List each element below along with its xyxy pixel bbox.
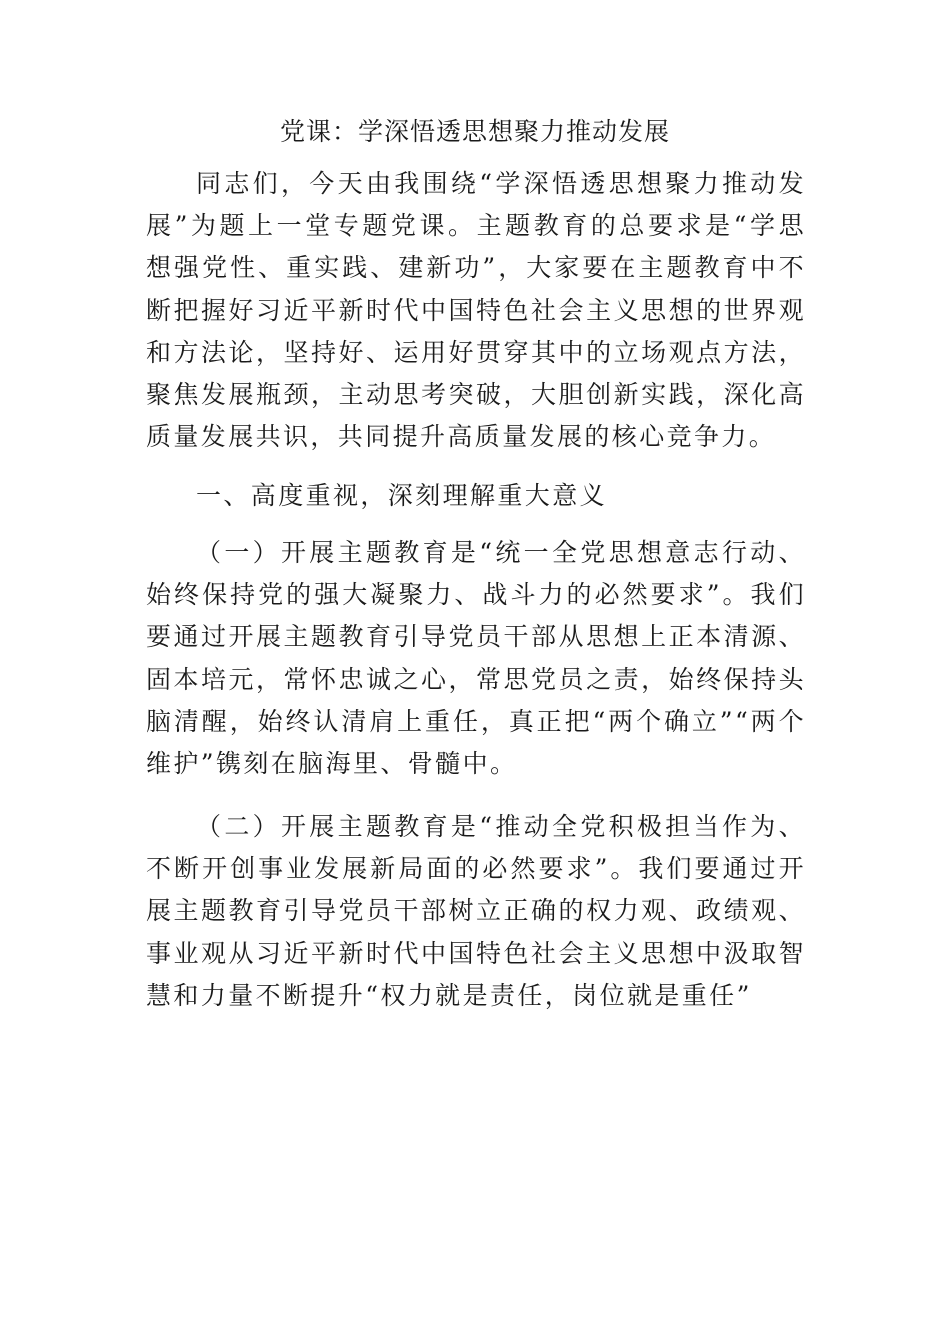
intro-paragraph: 同志们，今天由我围绕“学深悟透思想聚力推动发展”为题上一堂专题党课。主题教育的总要求是“学思想强党性、重实践、建新功”，大家要在主题教育中不断把握好习近平新时代中国特色社会主义思想的世界观和方法论，坚持好、运用好贯穿其中的立场观点方法，聚焦发展瓶颈，主动思考突破，大胆创新实践，深化高质量发展共识，共同提升高质量发展的核心竞争力。	[146, 169, 806, 452]
document-title: 党课：学深悟透思想聚力推动发展	[279, 117, 670, 146]
section-2-paragraph: （二）开展主题教育是“推动全党积极担当作为、不断开创事业发展新局面的必然要求”。我们要通过开展主题教育引导党员干部树立正确的权力观、政绩观、事业观从习近平新时代中国特色社会主义思想中汲取智慧和力量不断提升“权力就是责任，岗位就是重任”	[146, 812, 806, 1010]
section-1-paragraph: （一）开展主题教育是“统一全党思想意志行动、始终保持党的强大凝聚力、战斗力的必然要求”。我们要通过开展主题教育引导党员干部从思想上正本清源、固本培元，常怀忠诚之心，常思党员之责，始终保持头脑清醒，始终认清肩上重任，真正把“两个确立”“两个维护”镌刻在脑海里、骨髓中。	[146, 538, 806, 779]
section-heading-1: 一、高度重视，深刻理解重大意义	[196, 481, 608, 510]
